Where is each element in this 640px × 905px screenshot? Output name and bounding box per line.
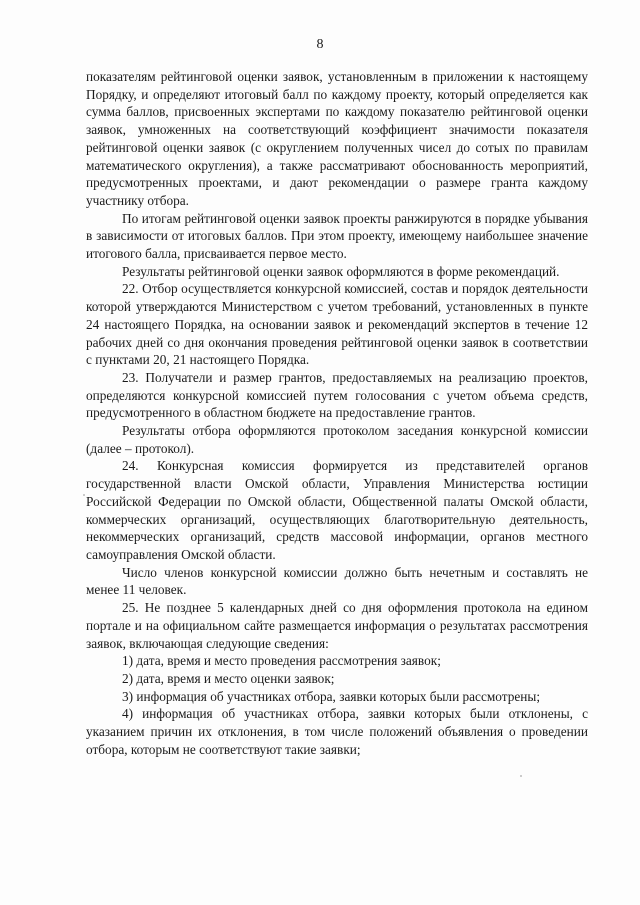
list-item-4: 4) информация об участниках отбора, заявки которых были отклонены, с указанием причин их отклонения, в том числе положений объявления о проведении отбора, которым не соответствуют такие заявки;	[86, 706, 588, 757]
page-number: 8	[316, 37, 324, 52]
list-item-2: 2) дата, время и место оценки заявок;	[122, 670, 335, 686]
document-body	[86, 68, 588, 758]
list-item-1: 1) дата, время и место проведения рассмотрения заявок;	[122, 653, 441, 669]
paragraph-member-count: Число членов конкурсной комиссии должно быть нечетным и составлять не менее 11 человек.	[86, 564, 588, 598]
paragraph-item-23: 23. Получатели и размер грантов, предоставляемых на реализацию проектов, определяются конкурсной комиссией путем голосования с учетом объема средств, предусмотренного в областном бюджете на предоставление грантов.	[86, 369, 588, 421]
list-item-3: 3) информация об участниках отбора, заявки которых были рассмотрены;	[122, 688, 541, 704]
paragraph-item-24: 24. Конкурсная комиссия формируется из представителей органов государственной власти Омской области, Управления Министерства юстиции Российской Федерации по Омской области, Общественной палаты Омской области, коммерческих организаций, осуществляющих благотворительную деятельность, некоммерческих организаций, средств массовой информации, органов местного самоуправления Омской области.	[86, 458, 588, 562]
paragraph-selection-results: Результаты отбора оформляются протоколом заседания конкурсной комиссии (далее – протокол).	[86, 423, 588, 456]
paragraph-ranking: По итогам рейтинговой оценки заявок проекты ранжируются в порядке убывания в зависимости от итоговых баллов. При этом проекту, имеющему наибольшее значение итогового балла, присваивается первое место.	[86, 210, 588, 262]
paragraph-item-25: 25. Не позднее 5 календарных дней со дня оформления протокола на едином портале и на официальном сайте размещается информация о результатах рассмотрения заявок, включающая следующие сведения:	[86, 600, 588, 651]
scan-speck	[83, 494, 85, 496]
paragraph-continuation: показателям рейтинговой оценки заявок, установленным в приложении к настоящему Порядку, и определяют итоговый балл по каждому проекту, который определяется как сумма баллов, присвоенных экспертами по каждому показателю рейтинговой оценки заявок, умноженных на соответствующий коэффициент значимости показателя рейтинговой оценки заявок (с округлением полученных чисел до сотых по правилам математического округления), а также рассматривают обоснованность мероприятий, предусмотренных проектами, и дают рекомендации о размере гранта каждому участнику отбора.	[86, 69, 588, 208]
scan-speck	[520, 775, 522, 777]
paragraph-results-recommendations: Результаты рейтинговой оценки заявок оформляются в форме рекомендаций.	[122, 263, 560, 279]
paragraph-item-22: 22. Отбор осуществляется конкурсной комиссией, состав и порядок деятельности которой утверждаются Министерством с учетом требований, установленных в пункте 24 настоящего Порядка, на основании заявок и рекомендаций экспертов в течение 12 рабочих дней со дня окончания проведения рейтинговой оценки заявок в соответствии с пунктами 20, 21 настоящего Порядка.	[86, 281, 588, 368]
